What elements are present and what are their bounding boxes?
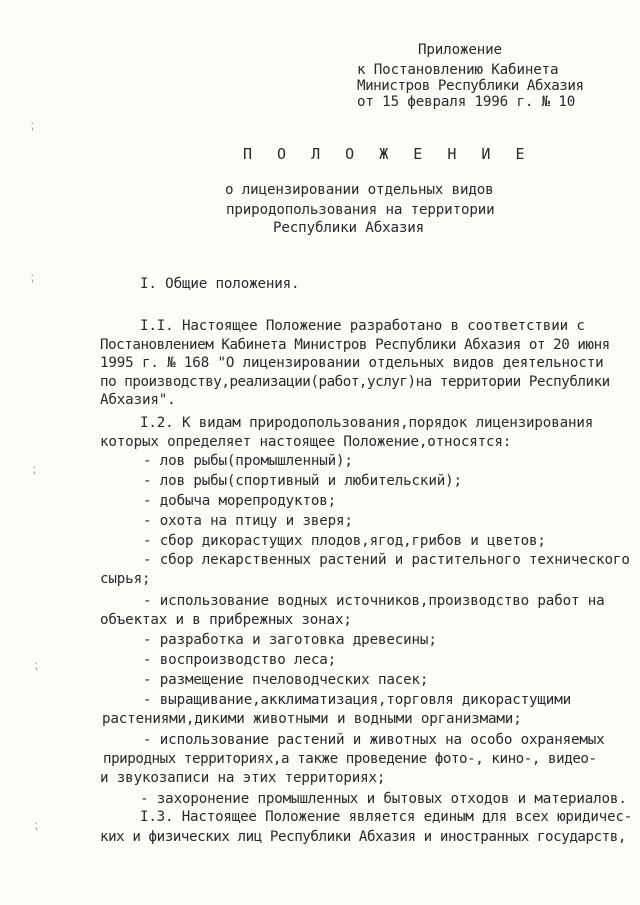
list-item: - размещение пчеловодческих пасек; xyxy=(143,672,429,688)
paragraph-line: I.I. Настоящее Положение разработано в соответствии с xyxy=(140,318,585,334)
paragraph-line: Абхазия". xyxy=(100,392,176,408)
list-item: - лов рыбы(промышленный); xyxy=(143,453,353,469)
list-item: - использование водных источников,производство работ на xyxy=(143,593,605,609)
document-subtitle: Республики Абхазия xyxy=(273,220,425,236)
paragraph-line: Постановлением Кабинета Министров Республики Абхазия от 20 июня xyxy=(100,337,610,353)
document-subtitle: о лицензировании отдельных видов xyxy=(225,182,494,198)
paragraph-line: 1995 г. № 168 "О лицензировании отдельных видов деятельности xyxy=(100,355,604,371)
section-heading: I. Общие положения. xyxy=(140,276,300,292)
list-item: и звукозаписи на этих территориях; xyxy=(100,770,386,786)
list-item: - использование растений и животных на особо охраняемых xyxy=(143,732,605,748)
margin-mark: ⁏ xyxy=(34,658,39,672)
list-item: - разработка и заготовка древесины; xyxy=(143,632,437,648)
list-item: сырья; xyxy=(100,571,151,587)
list-item: - охота на птицу и зверя; xyxy=(143,513,353,529)
margin-mark: ⁏ xyxy=(32,462,37,476)
paragraph-line: I.2. К видам природопользования,порядок лицензирования xyxy=(140,415,594,431)
margin-mark: ⁏ xyxy=(30,118,35,132)
list-item: объектах и в прибрежных зонах; xyxy=(100,612,352,628)
appendix-date-line: от 15 февраля 1996 г. № 10 xyxy=(357,94,576,110)
list-item: - сбор дикорастущих плодов,ягод,грибов и цветов; xyxy=(143,533,546,549)
paragraph-line: ких и физических лиц Республики Абхазия и иностранных государств, xyxy=(100,829,626,845)
margin-mark: ⁏ xyxy=(30,270,35,284)
list-item: - захоронение промышленных и бытовых отходов и материалов. xyxy=(140,791,627,807)
list-item: растениями,дикими животными и водными организмами; xyxy=(102,711,522,727)
list-item: - лов рыбы(спортивный и любительский); xyxy=(143,473,462,489)
list-item: - выращивание,акклиматизация,торговля дикорастущими xyxy=(143,692,571,708)
appendix-label: Приложение xyxy=(418,42,502,58)
paragraph-line: которых определяет настоящее Положение,относятся: xyxy=(100,434,512,450)
list-item: - добыча морепродуктов; xyxy=(143,493,337,509)
paragraph-line: по производству,реализации(работ,услуг)на территории Республики xyxy=(100,374,610,390)
list-item: - воспроизводство леса; xyxy=(143,652,337,668)
margin-mark: ⁏ xyxy=(34,818,39,832)
appendix-ref-line: к Постановлению Кабинета xyxy=(357,62,559,78)
document-subtitle: природопользования на территории xyxy=(226,202,495,218)
paragraph-line: I.3. Настоящее Положение является единым для всех юридичес- xyxy=(140,809,633,825)
list-item: - сбор лекарственных растений и растительного технического xyxy=(143,552,630,568)
list-item: природных территориях,а также проведение фото-, кино-, видео- xyxy=(103,751,597,767)
appendix-ref-line: Министров Республики Абхазия xyxy=(357,78,584,94)
document-title: П О Л О Ж Е Н И Е xyxy=(243,145,533,163)
